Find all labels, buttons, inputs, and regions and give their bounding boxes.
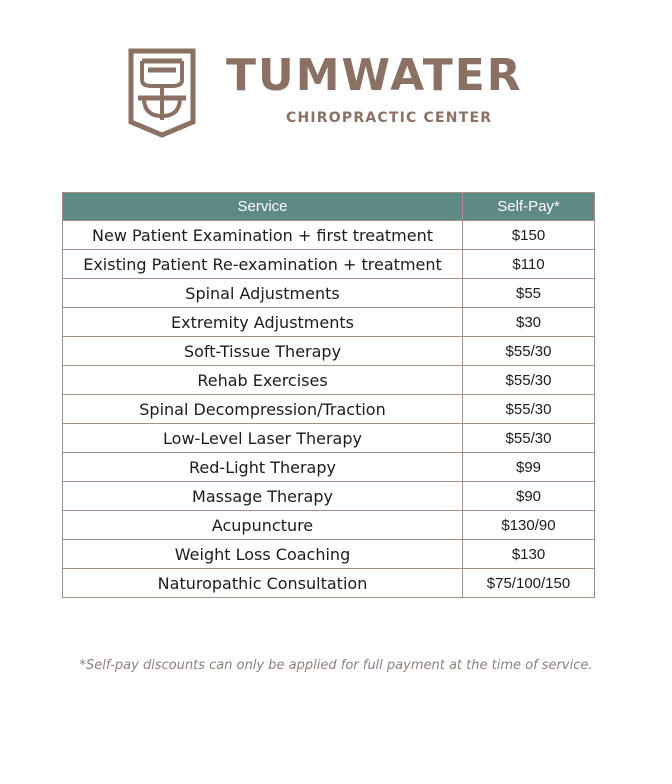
table-row [63,540,595,569]
table-row [63,337,595,366]
table-header-row [63,193,595,221]
clinic-logo-icon [128,48,196,138]
self-pay-footnote: *Self-pay discounts can only be applied for full payment at the time of service. [79,658,593,673]
price-cell: $99 [463,453,595,482]
service-cell: New Patient Examination + first treatment [63,221,463,250]
price-cell: $55/30 [463,337,595,366]
service-cell: Spinal Adjustments [63,279,463,308]
price-cell: $110 [463,250,595,279]
price-cell: $130/90 [463,511,595,540]
table-row [63,221,595,250]
brand-subtitle: CHIROPRACTIC CENTER [286,110,493,126]
table-row [63,366,595,395]
service-cell: Weight Loss Coaching [63,540,463,569]
table-row [63,453,595,482]
price-cell: $75/100/150 [463,569,595,598]
table-row [63,395,595,424]
price-cell: $90 [463,482,595,511]
column-header-service: Service [63,193,463,221]
brand-name: TUMWATER [226,50,523,101]
service-cell: Red-Light Therapy [63,453,463,482]
price-table [62,192,595,598]
price-cell: $30 [463,308,595,337]
table-row [63,279,595,308]
table-row [63,482,595,511]
price-cell: $55/30 [463,424,595,453]
service-cell: Naturopathic Consultation [63,569,463,598]
price-cell: $55/30 [463,366,595,395]
price-cell: $55 [463,279,595,308]
column-header-self-pay: Self-Pay* [463,193,595,221]
service-cell: Soft-Tissue Therapy [63,337,463,366]
table-row [63,569,595,598]
price-cell: $55/30 [463,395,595,424]
service-cell: Existing Patient Re-examination + treatment [63,250,463,279]
service-cell: Low-Level Laser Therapy [63,424,463,453]
service-cell: Extremity Adjustments [63,308,463,337]
table-row [63,250,595,279]
table-row [63,424,595,453]
header [128,48,558,140]
service-cell: Spinal Decompression/Traction [63,395,463,424]
price-cell: $130 [463,540,595,569]
price-cell: $150 [463,221,595,250]
service-cell: Acupuncture [63,511,463,540]
table-row [63,511,595,540]
table-row [63,308,595,337]
service-cell: Massage Therapy [63,482,463,511]
service-cell: Rehab Exercises [63,366,463,395]
